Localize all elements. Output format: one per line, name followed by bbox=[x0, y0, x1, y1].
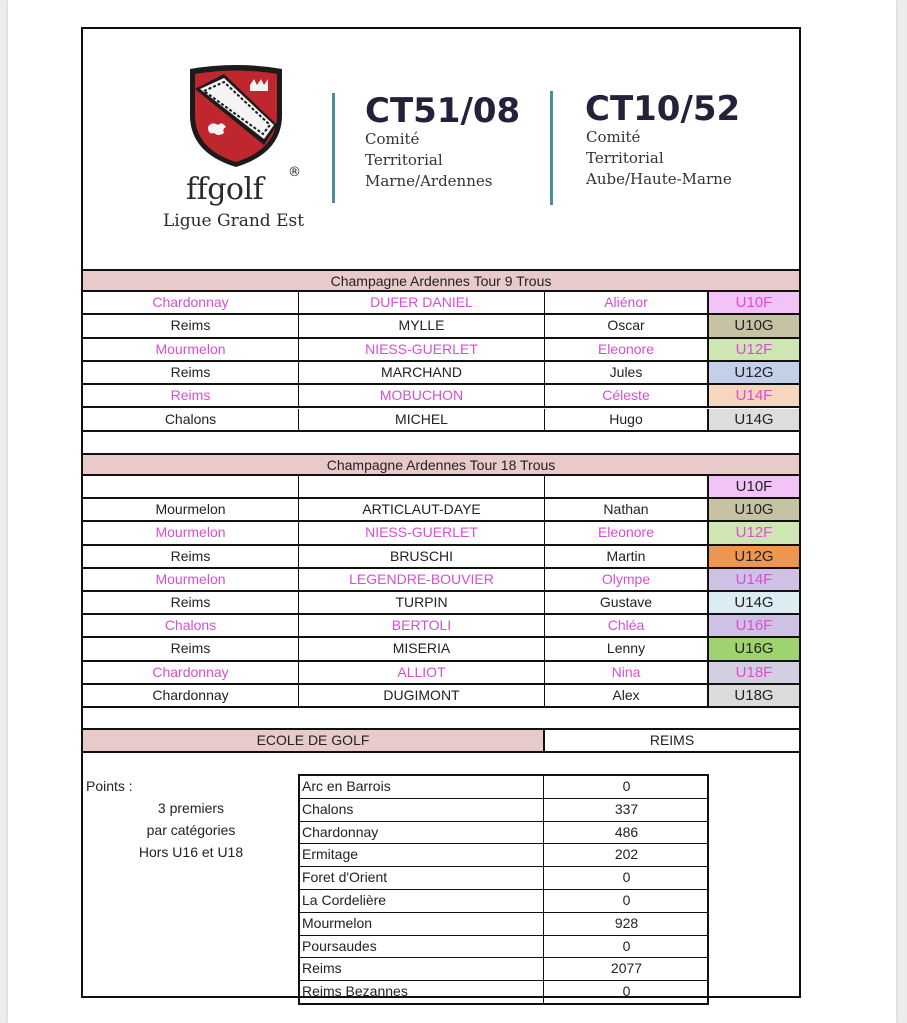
first-name-cell: Olympe bbox=[545, 569, 709, 590]
club-cell: Chardonnay bbox=[83, 662, 299, 683]
first-name-cell: Nina bbox=[545, 662, 709, 683]
name-cell: NIESS-GUERLET bbox=[299, 522, 545, 543]
club-cell: Mourmelon bbox=[83, 339, 299, 360]
category-cell: U12F bbox=[709, 522, 799, 543]
points-row bbox=[300, 957, 707, 980]
points-value: 0 bbox=[622, 937, 631, 954]
tour18-title: Champagne Ardennes Tour 18 Trous bbox=[326, 457, 556, 473]
table-row bbox=[83, 292, 799, 315]
category-cell: U16F bbox=[709, 615, 799, 636]
first-name-cell: Eleonore bbox=[545, 522, 709, 543]
points-value: 928 bbox=[614, 914, 639, 931]
points-note: 3 premiers bbox=[157, 800, 225, 816]
name-cell: LEGENDRE-BOUVIER bbox=[299, 569, 545, 590]
points-row bbox=[300, 776, 707, 798]
points-club: Reims bbox=[302, 960, 342, 977]
table-row bbox=[83, 315, 799, 338]
spacer-row bbox=[83, 708, 799, 730]
points-note: Hors U16 et U18 bbox=[138, 844, 244, 860]
points-row bbox=[300, 866, 707, 889]
tour18-header bbox=[83, 455, 799, 476]
points-value: 2077 bbox=[610, 960, 643, 977]
club-cell: Reims bbox=[83, 638, 299, 659]
points-value: 0 bbox=[622, 778, 631, 794]
points-club: Foret d'Orient bbox=[302, 869, 388, 886]
name-cell: BRUSCHI bbox=[299, 546, 545, 567]
points-value: 0 bbox=[622, 891, 631, 908]
ecole-label: ECOLE DE GOLF bbox=[83, 730, 545, 751]
table-row bbox=[83, 339, 799, 362]
first-name-cell: Chléa bbox=[545, 615, 709, 636]
points-value: 0 bbox=[622, 983, 631, 1000]
table-row bbox=[83, 662, 799, 685]
points-club: Reims Bezannes bbox=[302, 983, 408, 1000]
first-name-cell: Martin bbox=[545, 546, 709, 567]
league-subtitle: Ligue Grand Est bbox=[163, 211, 305, 231]
name-cell: MICHEL bbox=[299, 409, 545, 430]
points-value: 337 bbox=[614, 800, 639, 817]
name-cell: DUGIMONT bbox=[299, 685, 545, 706]
points-row bbox=[300, 821, 707, 844]
points-table bbox=[298, 774, 709, 1005]
name-cell: DUFER DANIEL bbox=[299, 292, 545, 313]
name-cell: MYLLE bbox=[299, 315, 545, 336]
first-name-cell: Aliénor bbox=[545, 292, 709, 313]
table-row bbox=[83, 522, 799, 545]
table-row bbox=[83, 569, 799, 592]
table-row bbox=[83, 592, 799, 615]
registered-mark: ® bbox=[288, 165, 301, 180]
category-cell: U14F bbox=[709, 569, 799, 590]
club-cell: Mourmelon bbox=[83, 569, 299, 590]
table-row bbox=[83, 546, 799, 569]
category-cell: U10F bbox=[709, 292, 799, 313]
ffgolf-wordmark: ffgolf bbox=[186, 172, 264, 207]
committee-name-1: Comité Territorial Marne/Ardennes bbox=[365, 130, 493, 190]
points-row bbox=[300, 889, 707, 912]
club-cell: Chalons bbox=[83, 409, 299, 430]
committee-name-2: Comité Territorial Aube/Haute-Marne bbox=[586, 128, 732, 188]
club-cell: Chardonnay bbox=[83, 685, 299, 706]
results-sheet bbox=[81, 27, 801, 998]
first-name-cell bbox=[545, 476, 709, 497]
first-name-cell: Gustave bbox=[545, 592, 709, 613]
points-label: Points : bbox=[86, 778, 133, 794]
name-cell: ALLIOT bbox=[299, 662, 545, 683]
table-row bbox=[83, 638, 799, 661]
category-cell: U14G bbox=[709, 592, 799, 613]
club-cell: Chardonnay bbox=[83, 292, 299, 313]
first-name-cell: Nathan bbox=[545, 499, 709, 520]
table-row bbox=[83, 385, 799, 408]
points-note: par catégories bbox=[146, 822, 236, 838]
club-cell: Reims bbox=[83, 315, 299, 336]
category-cell: U10G bbox=[709, 315, 799, 336]
ecole-row bbox=[83, 730, 799, 753]
table-row bbox=[83, 362, 799, 385]
header-divider-left bbox=[332, 93, 335, 203]
category-cell: U18G bbox=[709, 685, 799, 706]
points-club: Chalons bbox=[302, 800, 354, 817]
club-cell: Reims bbox=[83, 362, 299, 383]
first-name-cell: Céleste bbox=[545, 385, 709, 406]
points-row bbox=[300, 843, 707, 866]
points-row bbox=[300, 980, 707, 1003]
first-name-cell: Jules bbox=[545, 362, 709, 383]
category-cell: U14G bbox=[709, 409, 799, 430]
table-row bbox=[83, 409, 799, 432]
name-cell bbox=[299, 476, 545, 497]
committee-code-2: CT10/52 bbox=[585, 89, 741, 129]
club-cell: Reims bbox=[83, 385, 299, 406]
points-club: Chardonnay bbox=[302, 823, 379, 840]
first-name-cell: Lenny bbox=[545, 638, 709, 659]
club-cell: Mourmelon bbox=[83, 522, 299, 543]
spacer-row bbox=[83, 432, 799, 455]
table-row bbox=[83, 476, 799, 499]
name-cell: MOBUCHON bbox=[299, 385, 545, 406]
category-cell: U12F bbox=[709, 339, 799, 360]
points-value: 486 bbox=[614, 823, 639, 840]
club-cell: Chalons bbox=[83, 615, 299, 636]
name-cell: MISERIA bbox=[299, 638, 545, 659]
points-club: Mourmelon bbox=[302, 914, 373, 931]
table-row bbox=[83, 615, 799, 638]
points-row bbox=[300, 912, 707, 935]
points-club: La Cordelière bbox=[302, 891, 387, 908]
club-cell: Mourmelon bbox=[83, 499, 299, 520]
club-cell bbox=[83, 476, 299, 497]
first-name-cell: Eleonore bbox=[545, 339, 709, 360]
first-name-cell: Oscar bbox=[545, 315, 709, 336]
category-cell: U12G bbox=[709, 362, 799, 383]
points-row bbox=[300, 935, 707, 958]
table-row bbox=[83, 685, 799, 708]
header-divider-right bbox=[550, 91, 553, 205]
tour9-header bbox=[83, 269, 799, 292]
points-value: 202 bbox=[614, 846, 639, 863]
tour9-title: Champagne Ardennes Tour 9 Trous bbox=[330, 273, 552, 289]
category-cell: U14F bbox=[709, 385, 799, 406]
first-name-cell: Hugo bbox=[545, 409, 709, 430]
name-cell: BERTOLI bbox=[299, 615, 545, 636]
name-cell: TURPIN bbox=[299, 592, 545, 613]
category-cell: U12G bbox=[709, 546, 799, 567]
points-row bbox=[300, 798, 707, 821]
category-cell: U18F bbox=[709, 662, 799, 683]
points-club: Arc en Barrois bbox=[302, 778, 391, 794]
club-cell: Reims bbox=[83, 546, 299, 567]
ecole-winner: REIMS bbox=[649, 732, 695, 748]
committee-code-1: CT51/08 bbox=[365, 91, 521, 131]
category-cell: U10F bbox=[709, 476, 799, 497]
club-cell: Reims bbox=[83, 592, 299, 613]
name-cell: MARCHAND bbox=[299, 362, 545, 383]
ffgolf-shield-logo bbox=[184, 63, 288, 171]
category-cell: U10G bbox=[709, 499, 799, 520]
category-cell: U16G bbox=[709, 638, 799, 659]
name-cell: NIESS-GUERLET bbox=[299, 339, 545, 360]
points-club: Ermitage bbox=[302, 846, 359, 863]
name-cell: ARTICLAUT-DAYE bbox=[299, 499, 545, 520]
points-club: Poursaudes bbox=[302, 937, 377, 954]
first-name-cell: Alex bbox=[545, 685, 709, 706]
table-row bbox=[83, 499, 799, 522]
points-value: 0 bbox=[622, 869, 631, 886]
